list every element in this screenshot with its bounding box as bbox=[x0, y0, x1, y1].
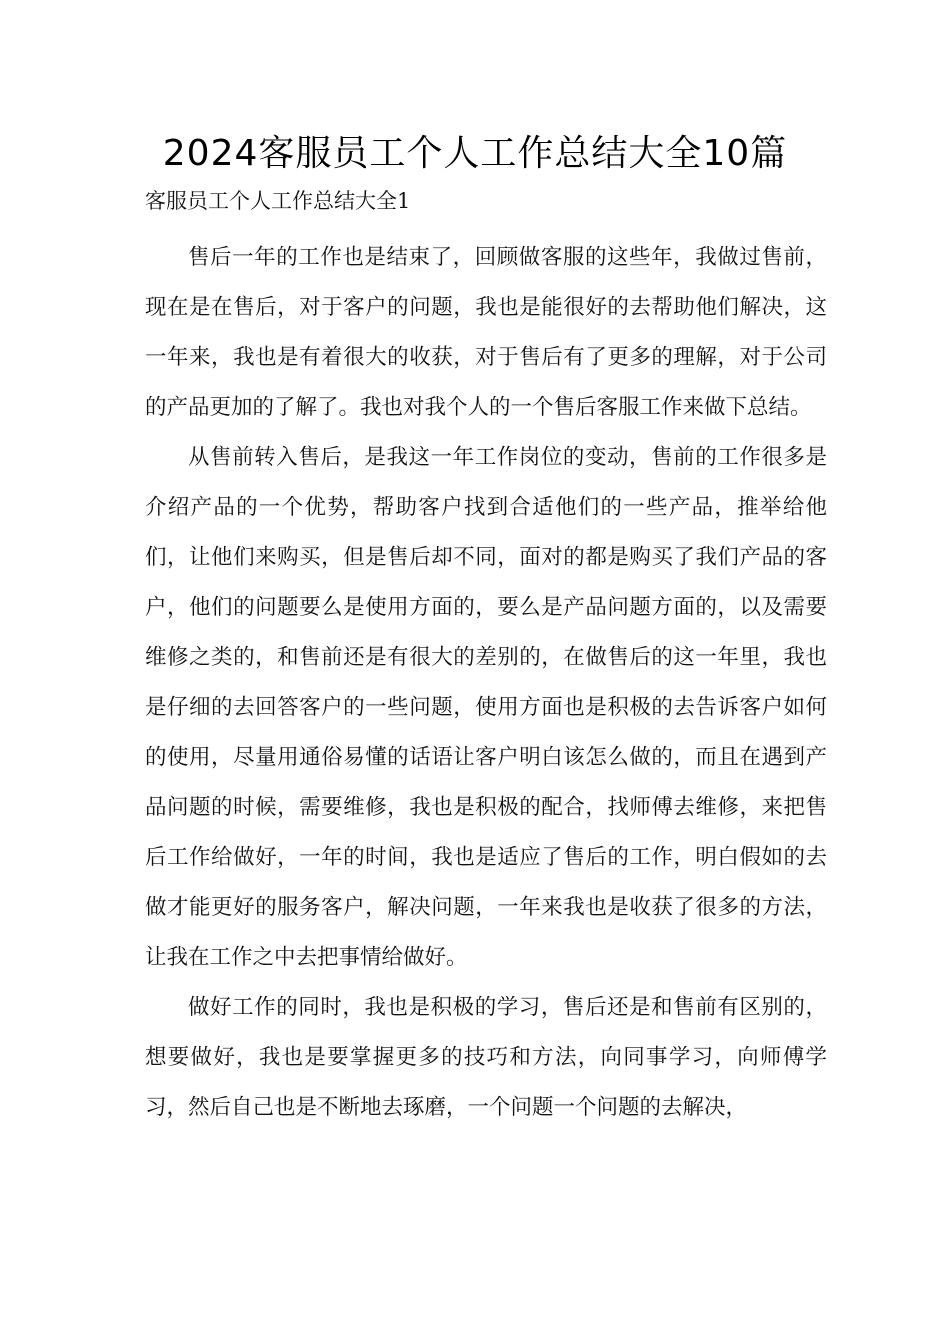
paragraph-2: 从售前转入售后，是我这一年工作岗位的变动，售前的工作很多是介绍产品的一个优势，帮助客户找到合适他们的一些产品，推举给他们，让他们来购买，但是售后却不同，面对的都是购买了我们产品的客户，他们的问题要么是使用方面的，要么是产品问题方面的，以及需要维修之类的，和售前还是有很大的差别的，在做售后的这一年里，我也是仔细的去回答客户的一些问题，使用方面也是积极的去告诉客户如何的使用，尽量用通俗易懂的话语让客户明白该怎么做的，而且在遇到产品问题的时候，需要维修，我也是积极的配合，找师傅去维修，来把售后工作给做好，一年的时间，我也是适应了售后的工作，明白假如的去做才能更好的服务客户，解决问题，一年来我也是收获了很多的方法，让我在工作之中去把事情给做好。 bbox=[145, 445, 827, 970]
paragraph-3: 做好工作的同时，我也是积极的学习，售后还是和售前有区别的，想要做好，我也是要掌握更多的技巧和方法，向同事学习，向师傅学习，然后自己也是不断地去琢磨，一个问题一个问题的去解决， bbox=[145, 995, 827, 1120]
document-title: 2024客服员工个人工作总结大全10篇 bbox=[162, 133, 788, 174]
document-body bbox=[145, 233, 827, 1133]
paragraph-1: 售后一年的工作也是结束了，回顾做客服的这些年，我做过售前，现在是在售后，对于客户的问题，我也是能很好的去帮助他们解决，这一年来，我也是有着很大的收获，对于售后有了更多的理解，对于公司的产品更加的了解了。我也对我个人的一个售后客服工作来做下总结。 bbox=[145, 245, 827, 420]
section-heading: 客服员工个人工作总结大全1 bbox=[145, 189, 411, 213]
